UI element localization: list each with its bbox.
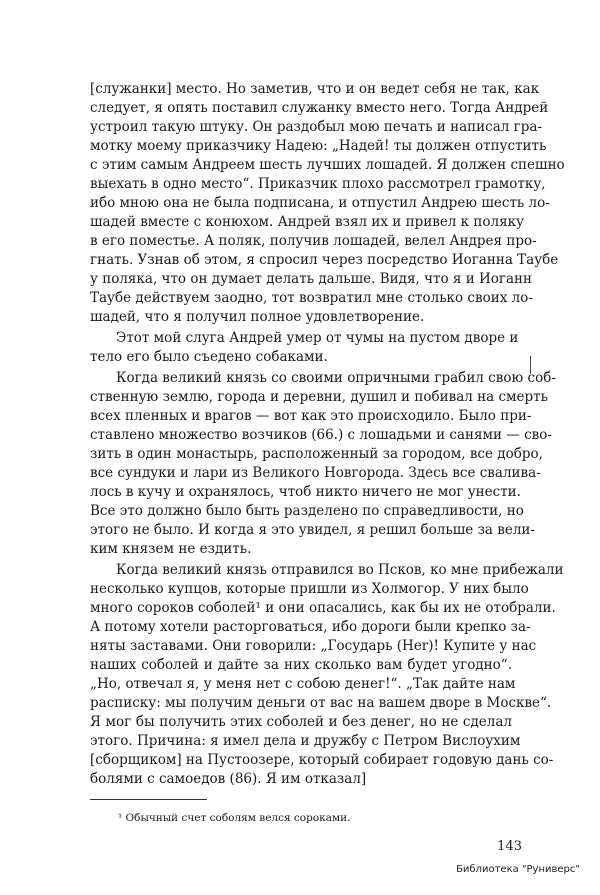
text-line: этого не было. И когда я это увидел, я решил больше за вели- xyxy=(90,522,535,538)
text-line: Все это должно было быть разделено по справедливости, но xyxy=(90,503,524,519)
footnote-divider xyxy=(90,799,207,800)
text-line: Когда великий князь отправился во Псков, ко мне прибежали xyxy=(116,562,564,578)
text-line: устроил такую штуку. Он раздобыл мою печать и написал гра- xyxy=(90,119,542,135)
footnote: ¹ Обычный счет соболям велся сороками. xyxy=(118,812,351,824)
text-line: Таубе действуем заодно, тот возвратил мне столько своих ло- xyxy=(90,290,533,306)
text-line: „Но, отвечал я, у меня нет с собою денег!“. „Так дайте нам xyxy=(90,676,516,692)
text-line: мотку моему приказчику Надею: „Надей! ты должен отпустить xyxy=(90,138,547,154)
text-line: болями с самоедов (86). Я им отказал] xyxy=(90,771,367,787)
text-line: несколько купцов, которые пришли из Холмогор. У них было xyxy=(90,581,529,597)
text-line: [сборщиком] на Пустоозере, который собирает годовую дань со- xyxy=(90,752,554,768)
text-line: Я мог бы получить этих соболей и без денег, но не сделал xyxy=(90,714,512,730)
page-number: 143 xyxy=(497,839,522,854)
text-line: няты заставами. Они говорили: „Государь (Her)! Купите у нас xyxy=(90,638,537,654)
margin-mark xyxy=(530,356,531,374)
text-line: ственную землю, города и деревни, душил и побивал на смерть xyxy=(90,389,548,405)
text-line: всех пленных и врагов — вот как это происходило. Было при- xyxy=(90,408,532,424)
text-line: все сундуки и лари из Великого Новгорода. Здесь все свалива- xyxy=(90,465,541,481)
text-line: много сороков соболей¹ и они опасались, как бы их не отобрали. xyxy=(90,600,556,616)
library-watermark: Библиотека "Руниверс" xyxy=(456,864,580,875)
text-line: Этот мой слуга Андрей умер от чумы на пустом дворе и xyxy=(116,330,519,346)
text-line: выехать в одно место“. Приказчик плохо рассмотрел грамотку, xyxy=(90,176,546,192)
text-line: этого. Причина: я имел дела и дружбу с Петром Вислоухим xyxy=(90,733,521,749)
text-line: следует, я опять поставил служанку вместо него. Тогда Андрей xyxy=(90,100,549,116)
text-line: наших соболей и дайте за них сколько вам будет угодно“. xyxy=(90,657,512,673)
text-line: зить в один монастырь, расположенный за городом, все добро, xyxy=(90,446,543,462)
text-line: Когда великий князь со своими опричными грабил свою соб- xyxy=(116,370,556,386)
text-line: А потому хотели расторговаться, ибо дороги были крепко за- xyxy=(90,619,531,635)
text-line: в его поместье. А поляк, получив лошадей, велел Андрея про- xyxy=(90,233,537,249)
text-line: гнать. Узнав об этом, я спросил через посредство Иоганна Таубе xyxy=(90,252,559,268)
text-line: расписку: мы получим деньги от вас на вашем дворе в Москве“. xyxy=(90,695,552,711)
text-line: лось в кучу и охранялось, чтоб никто ничего не мог унести. xyxy=(90,484,521,500)
text-line: ставлено множество возчиков (66.) с лошадьми и санями — сво- xyxy=(90,427,552,443)
text-line: тело его было съедено собаками. xyxy=(90,349,328,365)
text-line: с этим самым Андреем шесть лучших лошадей. Я должен спешно xyxy=(90,157,565,173)
text-line: шадей вместе с конюхом. Андрей взял их и привел к поляку xyxy=(90,214,524,230)
text-line: у поляка, что он думает делать дальше. Видя, что я и Иоганн xyxy=(90,271,533,287)
text-line: [служанки] место. Но заметив, что и он ведет себя не так, как xyxy=(90,81,540,97)
text-line: шадей, что я получил полное удовлетворение. xyxy=(90,309,425,325)
text-line: ибо мною она не была подписана, и отпустил Андрею шесть ло- xyxy=(90,195,550,211)
text-line: ким князем не ездить. xyxy=(90,541,252,557)
